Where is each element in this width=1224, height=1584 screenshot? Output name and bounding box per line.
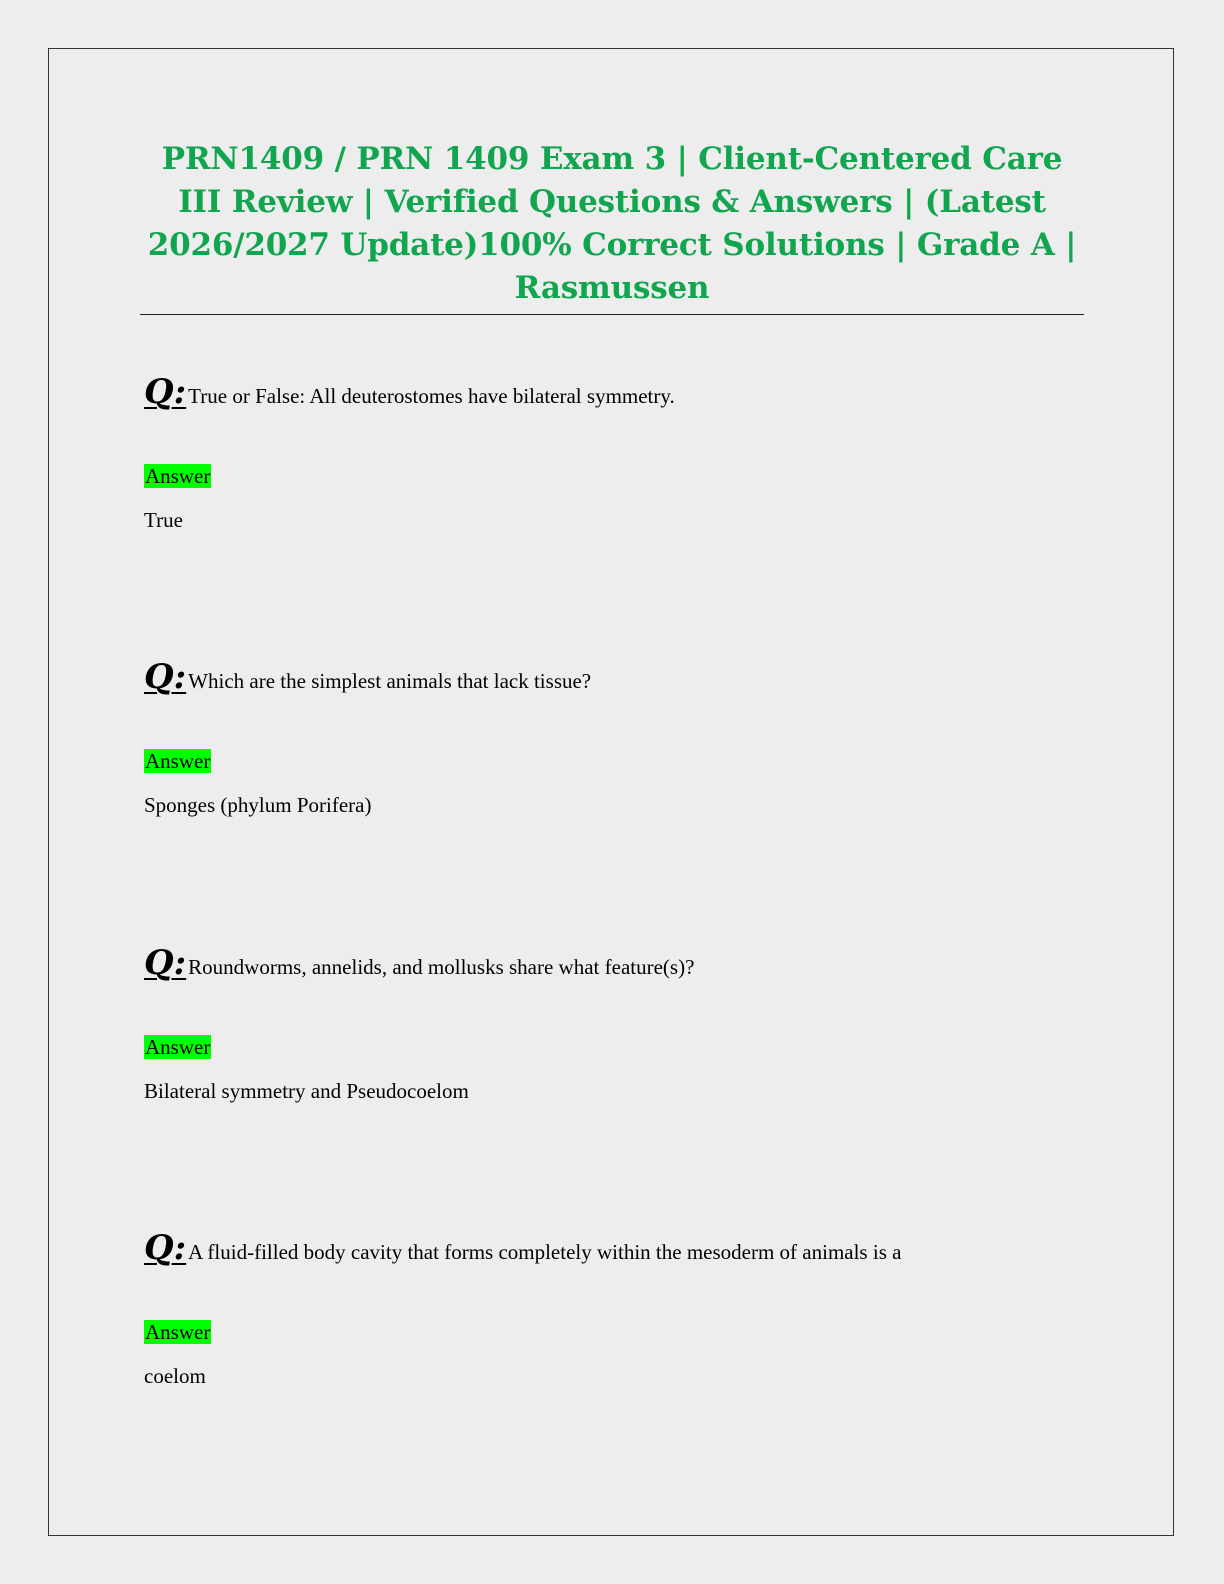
question-text: True or False: All deuterostomes have bilateral symmetry.	[188, 384, 675, 408]
question-line	[144, 943, 694, 983]
question-marker: Q:	[144, 1228, 187, 1268]
answer-text: Sponges (phylum Porifera)	[144, 793, 372, 817]
answer-label: Answer	[145, 749, 211, 773]
question-text: Which are the simplest animals that lack tissue?	[188, 669, 592, 693]
question-text: Roundworms, annelids, and mollusks share what feature(s)?	[188, 955, 695, 979]
question-text: A fluid-filled body cavity that forms completely within the mesoderm of animals is a	[188, 1240, 902, 1264]
answer-label: Answer	[145, 464, 211, 488]
answer-text: True	[144, 508, 183, 532]
question-marker: Q:	[144, 372, 187, 412]
title-divider	[140, 314, 1084, 315]
question-marker: Q:	[144, 657, 187, 697]
document-title: PRN1409 / PRN 1409 Exam 3 | Client-Centered Care III Review | Verified Questions & Answers | (Latest 2026/2027 Update)100% Correct Solutions | Grade A | Rasmussen	[147, 141, 1077, 306]
question-line	[144, 1228, 901, 1268]
question-marker: Q:	[144, 943, 187, 983]
answer-text: coelom	[144, 1364, 206, 1388]
question-line	[144, 372, 675, 412]
answer-text: Bilateral symmetry and Pseudocoelom	[144, 1079, 469, 1103]
answer-label: Answer	[145, 1320, 211, 1344]
question-line	[144, 657, 591, 697]
answer-label: Answer	[145, 1035, 211, 1059]
